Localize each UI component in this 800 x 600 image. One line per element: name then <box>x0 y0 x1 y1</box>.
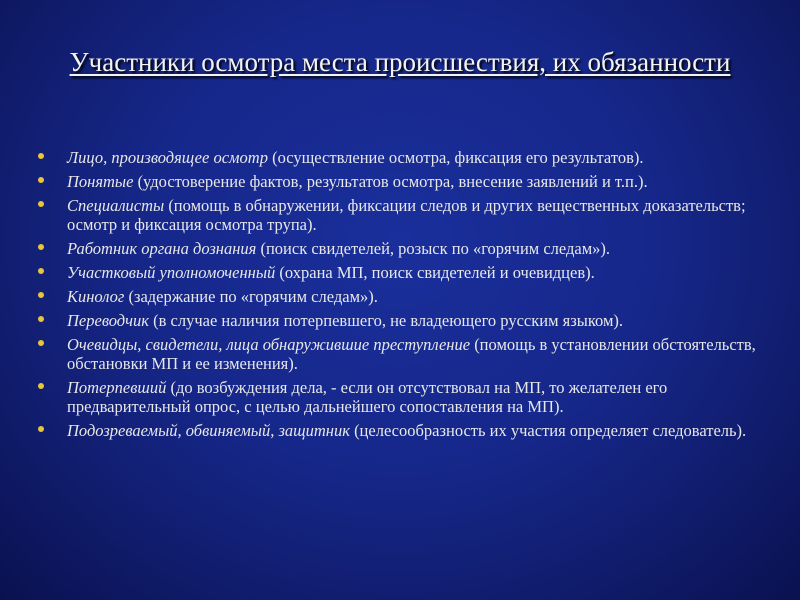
bullet-icon <box>38 316 44 322</box>
slide-title: Участники осмотра места происшествия, их обязанности <box>69 47 731 77</box>
bullet-icon <box>38 177 44 183</box>
item-role: Кинолог <box>67 287 125 306</box>
list-item <box>38 172 756 191</box>
bullet-icon <box>38 153 44 159</box>
bullet-icon <box>38 201 44 207</box>
bullet-list <box>38 148 756 445</box>
item-text: (целесообразность их участия определяет следователь). <box>349 421 747 440</box>
bullet-icon <box>38 292 44 298</box>
list-item <box>38 196 756 234</box>
item-role: Лицо, производящее осмотр <box>67 148 268 167</box>
list-item <box>38 263 756 282</box>
bullet-icon <box>38 340 44 346</box>
bullet-icon <box>38 268 44 274</box>
item-role: Участковый уполномоченный <box>67 263 276 282</box>
item-role: Работник органа дознания <box>67 239 257 258</box>
item-role: Специалисты <box>67 196 165 215</box>
item-text: (охрана МП, поиск свидетелей и очевидцев). <box>275 263 595 282</box>
list-item <box>38 378 756 416</box>
list-item <box>38 421 756 440</box>
list-item <box>38 239 756 258</box>
bullet-icon <box>38 426 44 432</box>
item-text: (задержание по «горячим следам»). <box>124 287 378 306</box>
item-text: (удостоверение фактов, результатов осмотра, внесение заявлений и т.п.). <box>133 172 648 191</box>
list-item <box>38 335 756 373</box>
bullet-icon <box>38 244 44 250</box>
item-text: (в случае наличия потерпевшего, не владеющего русским языком). <box>148 311 624 330</box>
list-item <box>38 311 756 330</box>
item-text: (помощь в установлении обстоятельств, обстановки МП и ее изменения). <box>67 335 756 373</box>
item-role: Подозреваемый, обвиняемый, защитник <box>67 421 350 440</box>
item-role: Понятые <box>67 172 134 191</box>
list-item <box>38 287 756 306</box>
list-item <box>38 148 756 167</box>
item-text: (помощь в обнаружении, фиксации следов и других вещественных доказательств; осмотр и фиксация осмотра трупа). <box>67 196 746 234</box>
item-text: (до возбуждения дела, - если он отсутствовал на МП, то желателен его предварительный опрос, с целью дальнейшего сопоставления на МП). <box>67 378 668 416</box>
item-role: Потерпевший <box>67 378 167 397</box>
item-role: Очевидцы, свидетели, лица обнаружившие преступление <box>67 335 471 354</box>
item-text: (осуществление осмотра, фиксация его результатов). <box>267 148 644 167</box>
item-role: Переводчик <box>67 311 149 330</box>
bullet-icon <box>38 383 44 389</box>
item-text: (поиск свидетелей, розыск по «горячим следам»). <box>256 239 611 258</box>
